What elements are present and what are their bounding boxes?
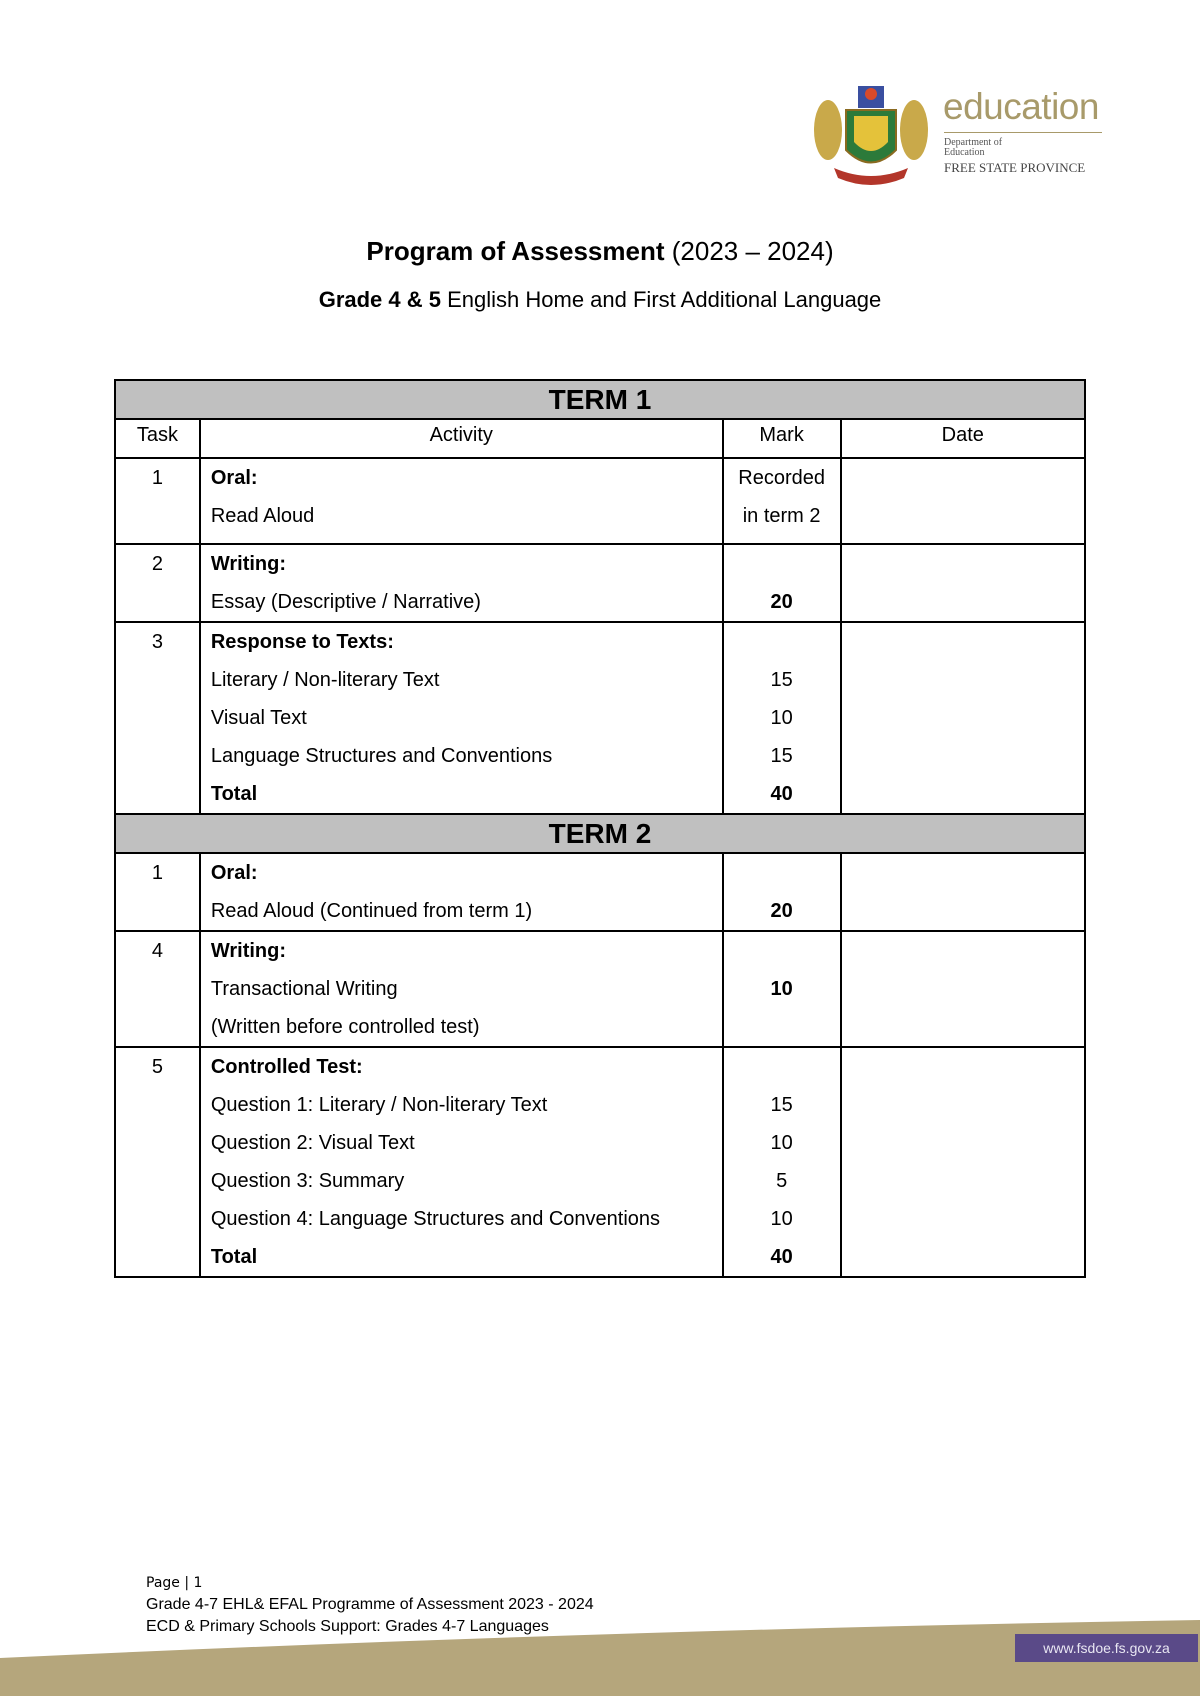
- total-label: Total: [210, 783, 258, 805]
- term2-header-row: [115, 814, 1085, 853]
- activity-heading: Writing:: [210, 940, 287, 962]
- task-number: 1: [115, 458, 200, 544]
- subtitle-grade: Grade 4 & 5: [318, 287, 441, 312]
- page-number: Page | 1: [146, 1575, 203, 1591]
- mark-cell: [723, 1047, 841, 1277]
- date-cell: [841, 853, 1085, 931]
- activity-item: Essay (Descriptive / Narrative): [210, 591, 481, 613]
- mark-value: 5: [776, 1170, 788, 1192]
- table-row: [115, 931, 1085, 1047]
- department-logo: [806, 80, 1106, 190]
- logo-dept-line2: Education: [944, 147, 985, 158]
- task-number: 5: [115, 1047, 200, 1277]
- column-header-row: [115, 419, 1085, 458]
- mark-value: 10: [770, 1132, 793, 1154]
- mark-value: 15: [770, 745, 793, 767]
- mark-cell: [723, 853, 841, 931]
- activity-heading: Oral:: [210, 862, 258, 884]
- total-label: Total: [210, 1246, 258, 1268]
- website-link[interactable]: www.fsdoe.fs.gov.za: [1015, 1634, 1198, 1662]
- activity-heading: Writing:: [210, 553, 287, 575]
- date-cell: [841, 544, 1085, 622]
- term1-header-row: [115, 380, 1085, 419]
- subtitle-subject: English Home and First Additional Language: [447, 287, 882, 312]
- mark-value: 10: [770, 1208, 793, 1230]
- activity-item: Question 1: Literary / Non-literary Text: [210, 1094, 548, 1116]
- activity-heading: Controlled Test:: [210, 1056, 363, 1078]
- mark-note: Recorded: [738, 467, 825, 489]
- activity-cell: [200, 931, 723, 1047]
- activity-heading: Response to Texts:: [210, 631, 394, 653]
- activity-item: Visual Text: [210, 707, 307, 729]
- page-title: [0, 236, 1200, 267]
- mark-value: 15: [770, 669, 793, 691]
- mark-cell: [723, 544, 841, 622]
- activity-item: Literary / Non-literary Text: [210, 669, 440, 691]
- task-number: 2: [115, 544, 200, 622]
- col-task: Task: [115, 419, 200, 458]
- col-date: Date: [841, 419, 1085, 458]
- activity-cell: [200, 458, 723, 544]
- mark-cell: [723, 458, 841, 544]
- activity-cell: [200, 622, 723, 814]
- activity-cell: [200, 544, 723, 622]
- logo-dept-line1: Department of: [944, 137, 1003, 148]
- date-cell: [841, 1047, 1085, 1277]
- coat-of-arms-icon: [806, 80, 936, 188]
- task-number: 4: [115, 931, 200, 1047]
- mark-value: 20: [770, 591, 793, 613]
- activity-heading: Oral:: [210, 467, 258, 489]
- date-cell: [841, 622, 1085, 814]
- mark-value: 10: [770, 978, 793, 1000]
- activity-cell: [200, 853, 723, 931]
- activity-item: Question 4: Language Structures and Conventions: [210, 1208, 661, 1230]
- mark-value: 20: [770, 900, 793, 922]
- logo-department: [944, 138, 1002, 158]
- activity-item: Read Aloud (Continued from term 1): [210, 900, 533, 922]
- table-row: [115, 853, 1085, 931]
- footer-line1: Grade 4-7 EHL& EFAL Programme of Assessment 2023 - 2024: [146, 1596, 594, 1613]
- mark-note: in term 2: [742, 505, 821, 527]
- total-value: 40: [770, 783, 793, 805]
- task-number: 1: [115, 853, 200, 931]
- term2-title: TERM 2: [115, 814, 1085, 853]
- mark-value: 10: [770, 707, 793, 729]
- table-row: [115, 1047, 1085, 1277]
- activity-item: Question 3: Summary: [210, 1170, 405, 1192]
- table-row: [115, 544, 1085, 622]
- title-main: Program of Assessment: [366, 236, 665, 266]
- activity-item: (Written before controlled test): [210, 1016, 480, 1038]
- footer-line2: ECD & Primary Schools Support: Grades 4-7 Languages: [146, 1618, 549, 1635]
- logo-province: FREE STATE PROVINCE: [944, 160, 1086, 175]
- task-number: 3: [115, 622, 200, 814]
- date-cell: [841, 931, 1085, 1047]
- assessment-table: [114, 379, 1086, 1278]
- title-years: (2023 – 2024): [671, 236, 834, 266]
- table-row: [115, 458, 1085, 544]
- col-mark: Mark: [723, 419, 841, 458]
- activity-item: Transactional Writing: [210, 978, 398, 1000]
- activity-item: Language Structures and Conventions: [210, 745, 553, 767]
- col-activity: Activity: [200, 419, 723, 458]
- total-value: 40: [770, 1246, 793, 1268]
- term1-title: TERM 1: [115, 380, 1085, 419]
- mark-cell: [723, 622, 841, 814]
- table-row: [115, 622, 1085, 814]
- activity-cell: [200, 1047, 723, 1277]
- page-subtitle: [0, 287, 1200, 313]
- date-cell: [841, 458, 1085, 544]
- logo-rule: [944, 132, 1102, 133]
- activity-item: Read Aloud: [210, 505, 315, 527]
- activity-item: Question 2: Visual Text: [210, 1132, 415, 1154]
- logo-brand: education: [943, 86, 1099, 127]
- mark-cell: [723, 931, 841, 1047]
- mark-value: 15: [770, 1094, 793, 1116]
